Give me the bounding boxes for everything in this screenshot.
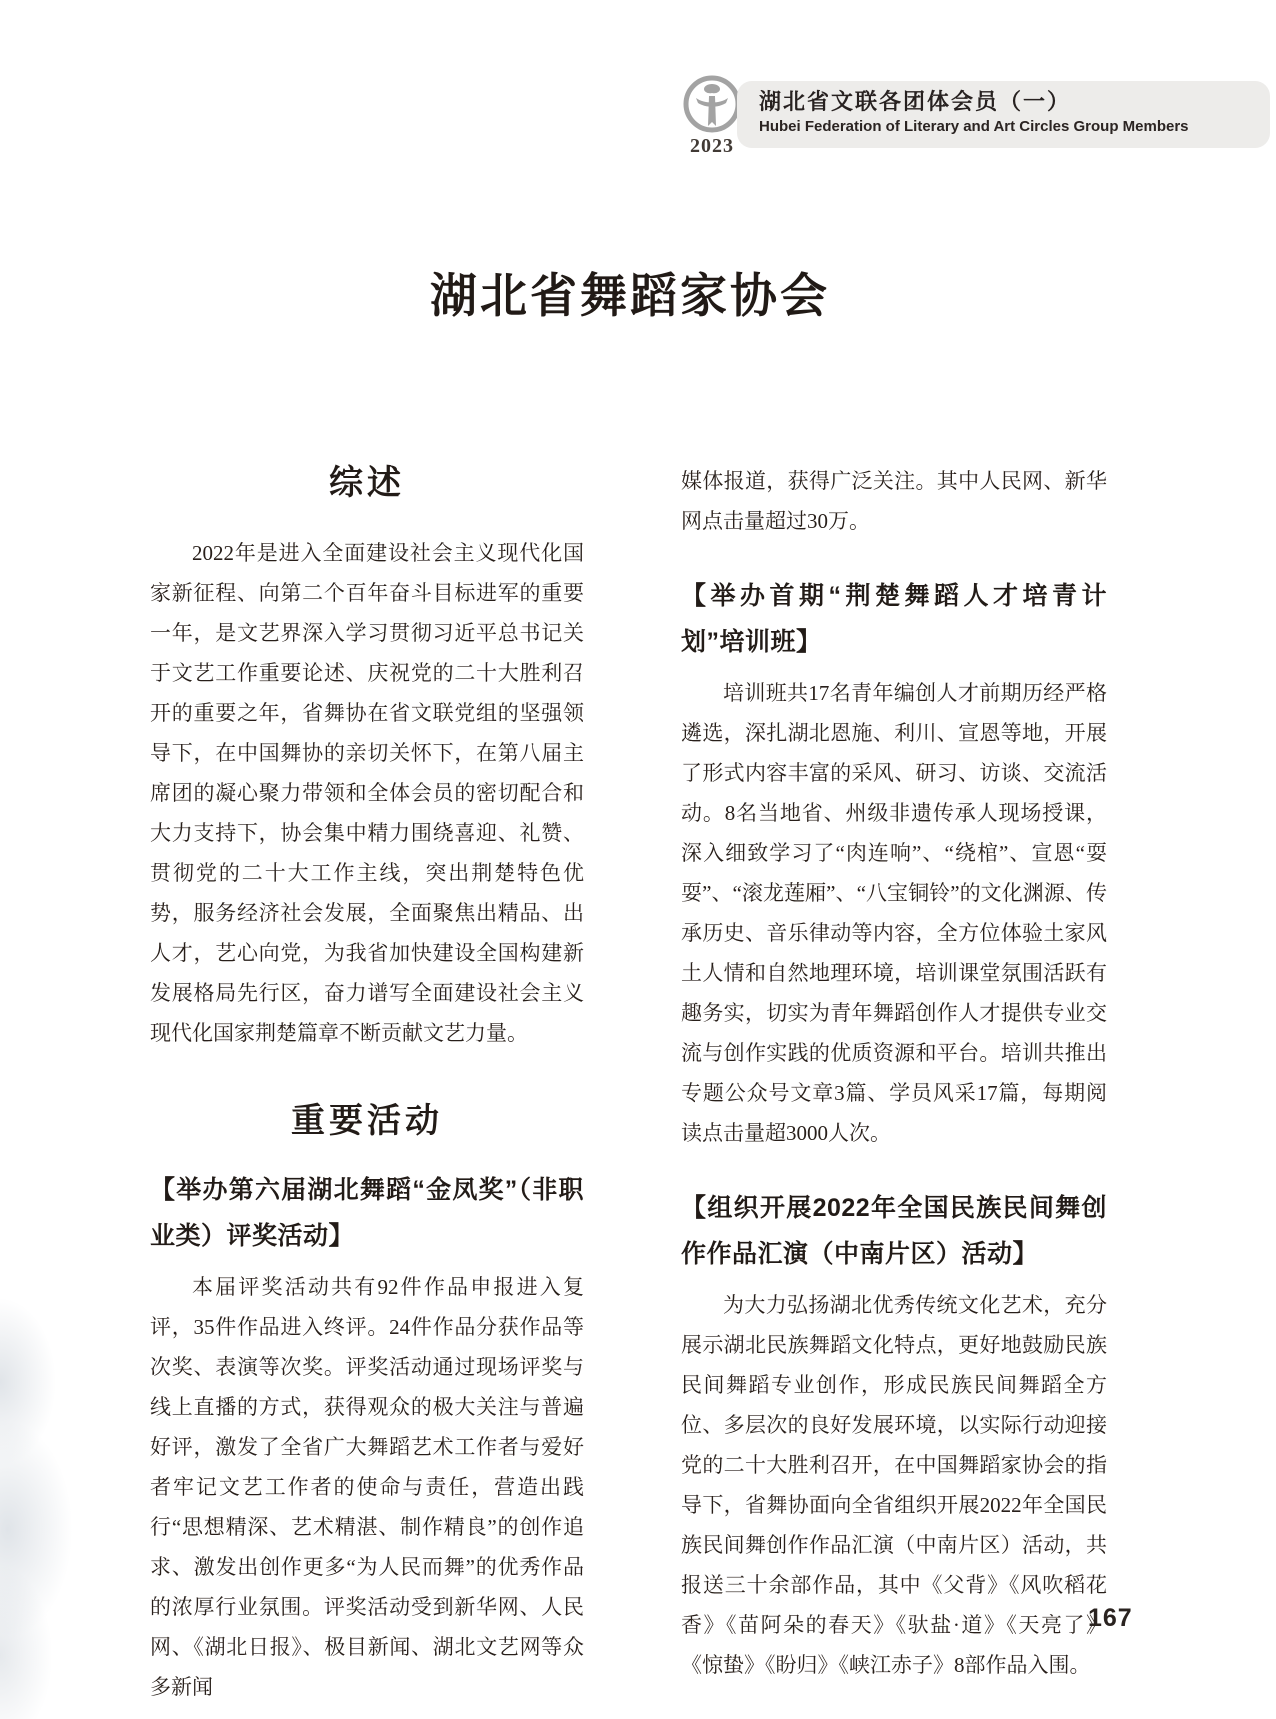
header-banner xyxy=(737,81,1270,148)
overview-heading: 综述 xyxy=(329,464,405,502)
activity1-paragraph-continued: 媒体报道，获得广泛关注。其中人民网、新华网点击量超过30万。 xyxy=(681,469,1107,533)
left-margin-watermark-image xyxy=(0,1298,78,1719)
overview-paragraph: 2022年是进入全面建设社会主义现代化国家新征程、向第二个百年奋斗目标进军的重要一年，是文艺界深入学习贯彻习近平总书记关于文艺工作重要论述、庆祝党的二十大胜利召开的重要之年，省舞协在省文联党组的坚强领导下，在中国舞协的亲切关怀下，在第八届主席团的凝心聚力带领和全体会员的密切配合和大力支持下，协会集中精力围绕喜迎、礼赞、贯彻党的二十大工作主线，突出荆楚特色优势，服务经济社会发展，全面聚焦出精品、出人才，艺心向党，为我省加快建设全国构建新发展格局先行区，奋力谱写全面建设社会主义现代化国家荆楚篇章不断贡献文艺力量。 xyxy=(150,541,584,1045)
federation-logo-icon xyxy=(682,74,742,134)
logo-year-label: 2023 xyxy=(690,135,734,157)
activity2-paragraph: 培训班共17名青年编创人才前期历经严格遴选，深扎湖北恩施、利川、宣恩等地，开展了形式内容丰富的采风、研习、访谈、交流活动。8名当地省、州级非遗传承人现场授课，深入细致学习了“肉连响”、“绕棺”、宣恩“耍耍”、“滚龙莲厢”、“八宝铜铃”的文化渊源、传承历史、音乐律动等内容，全方位体验土家风土人情和自然地理环境，培训课堂氛围活跃有趣务实，切实为青年舞蹈创作人才提供专业交流与创作实践的优质资源和平台。培训共推出专题公众号文章3篇、学员风采17篇，每期阅读点击量超3000人次。 xyxy=(681,681,1107,1145)
banner-title-zh: 湖北省文联各团体会员（一） xyxy=(759,89,1072,114)
left-column xyxy=(150,425,584,1707)
activity3-paragraph: 为大力弘扬湖北优秀传统文化艺术，充分展示湖北民族舞蹈文化特点，更好地鼓励民族民间舞蹈专业创作，形成民族民间舞蹈全方位、多层次的良好发展环境，以实际行动迎接党的二十大胜利召开，在中国舞蹈家协会的指导下，省舞协面向全省组织开展2022年全国民族民间舞创作作品汇演（中南片区）活动，共报送三十余部作品，其中《父背》《风吹稻花香》《苗阿朵的春天》《驮盐·道》《天亮了》《惊蛰》《盼归》《峡江赤子》8部作品入围。 xyxy=(681,1293,1107,1677)
activity1-paragraph: 本届评奖活动共有92件作品申报进入复评，35件作品进入终评。24件作品分获作品等次奖、表演等次奖。评奖活动通过现场评奖与线上直播的方式，获得观众的极大关注与普遍好评，激发了全省广大舞蹈艺术工作者与爱好者牢记文艺工作者的使命与责任，营造出践行“思想精深、艺术精湛、制作精良”的创作追求、激发出创作更多“为人民而舞”的优秀作品的浓厚行业氛围。评奖活动受到新华网、人民网、《湖北日报》、极目新闻、湖北文艺网等众多新闻 xyxy=(150,1275,584,1699)
right-column xyxy=(681,425,1107,1685)
activity3-heading: 【组织开展2022年全国民族民间舞创作作品汇演（中南片区）活动】 xyxy=(681,1194,1107,1268)
banner-title-en: Hubei Federation of Literary and Art Circles Group Members xyxy=(759,118,1189,135)
page-title: 湖北省舞蹈家协会 xyxy=(430,271,830,324)
activities-heading: 重要活动 xyxy=(291,1102,443,1140)
page-number: 167 xyxy=(1088,1604,1133,1632)
activity2-heading: 【举办首期“荆楚舞蹈人才培青计划”培训班】 xyxy=(681,582,1107,656)
activity1-heading: 【举办第六届湖北舞蹈“金凤奖”（非职业类）评奖活动】 xyxy=(150,1176,584,1250)
